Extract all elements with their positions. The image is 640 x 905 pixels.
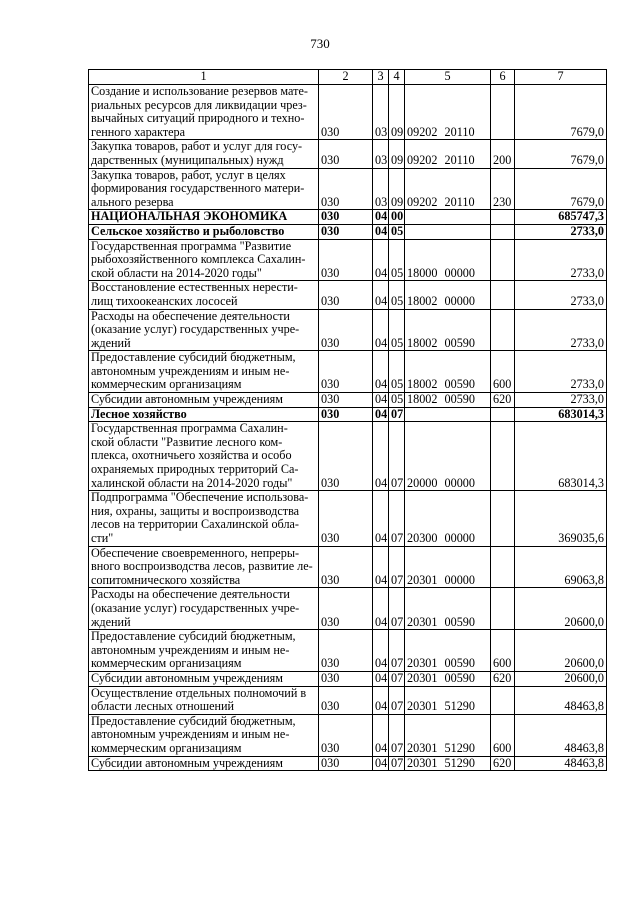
row-subsection-cell: 07 xyxy=(389,422,405,491)
row-amount-cell: 69063,8 xyxy=(515,546,607,588)
row-subsection-cell: 05 xyxy=(389,224,405,239)
row-name-cell: Закупка товаров, работ и услуг для госу- дарственных (муниципальных) нужд xyxy=(89,140,319,168)
row-name-cell: НАЦИОНАЛЬНАЯ ЭКОНОМИКА xyxy=(89,210,319,225)
row-expense-type-cell xyxy=(491,309,515,351)
row-grbs-cell: 030 xyxy=(319,210,373,225)
row-expense-type-cell: 600 xyxy=(491,630,515,672)
row-section-cell: 04 xyxy=(373,309,389,351)
row-name-cell: Предоставление субсидий бюджетным, автономным учреждениям и иным не- коммерческим организациям xyxy=(89,714,319,756)
row-section-cell: 04 xyxy=(373,491,389,546)
row-name-cell: Обеспечение своевременного, непреры- вного воспроизводства лесов, развитие ле- сопитомнического хозяйства xyxy=(89,546,319,588)
row-expense-type-cell: 230 xyxy=(491,168,515,210)
header-cell: 6 xyxy=(491,70,515,85)
header-cell: 7 xyxy=(515,70,607,85)
row-subsection-cell: 09 xyxy=(389,168,405,210)
row-section-cell: 04 xyxy=(373,210,389,225)
header-cell: 3 xyxy=(373,70,389,85)
row-subsection-cell: 05 xyxy=(389,351,405,393)
row-expense-type-cell: 600 xyxy=(491,351,515,393)
row-target-article-cell: 20300 00000 xyxy=(405,491,491,546)
row-expense-type-cell: 200 xyxy=(491,140,515,168)
table-row xyxy=(89,393,607,408)
table-row xyxy=(89,630,607,672)
row-grbs-cell: 030 xyxy=(319,546,373,588)
row-expense-type-cell xyxy=(491,210,515,225)
row-amount-cell: 2733,0 xyxy=(515,351,607,393)
row-amount-cell: 2733,0 xyxy=(515,281,607,309)
row-section-cell: 03 xyxy=(373,85,389,140)
row-name-cell: Создание и использование резервов мате- риальных ресурсов для ликвидации чрез- вычайных ситуаций природного и техно- генного характера xyxy=(89,85,319,140)
header-cell: 4 xyxy=(389,70,405,85)
row-name-cell: Восстановление естественных нерести- лищ тихоокеанских лососей xyxy=(89,281,319,309)
row-section-cell: 04 xyxy=(373,546,389,588)
row-expense-type-cell xyxy=(491,686,515,714)
table-header-row xyxy=(89,70,607,85)
table-body xyxy=(89,85,607,771)
row-grbs-cell: 030 xyxy=(319,224,373,239)
row-name-cell: Лесное хозяйство xyxy=(89,407,319,422)
row-expense-type-cell: 620 xyxy=(491,393,515,408)
row-amount-cell: 20600,0 xyxy=(515,630,607,672)
row-grbs-cell: 030 xyxy=(319,714,373,756)
row-target-article-cell: 20000 00000 xyxy=(405,422,491,491)
row-grbs-cell: 030 xyxy=(319,491,373,546)
row-target-article-cell: 18000 00000 xyxy=(405,239,491,281)
row-amount-cell: 48463,8 xyxy=(515,686,607,714)
row-section-cell: 04 xyxy=(373,281,389,309)
row-amount-cell: 7679,0 xyxy=(515,140,607,168)
row-subsection-cell: 07 xyxy=(389,630,405,672)
row-subsection-cell: 07 xyxy=(389,714,405,756)
row-name-cell: Предоставление субсидий бюджетным, автономным учреждениям и иным не- коммерческим организациям xyxy=(89,630,319,672)
row-amount-cell: 2733,0 xyxy=(515,224,607,239)
row-subsection-cell: 05 xyxy=(389,309,405,351)
table-row xyxy=(89,309,607,351)
table-row xyxy=(89,239,607,281)
row-target-article-cell: 09202 20110 xyxy=(405,168,491,210)
row-name-cell: Расходы на обеспечение деятельности (оказание услуг) государственных учре- ждений xyxy=(89,309,319,351)
row-target-article-cell: 18002 00000 xyxy=(405,281,491,309)
table-row xyxy=(89,168,607,210)
row-grbs-cell: 030 xyxy=(319,407,373,422)
table-row xyxy=(89,281,607,309)
row-target-article-cell: 20301 51290 xyxy=(405,756,491,771)
row-name-cell: Государственная программа "Развитие рыбохозяйственного комплекса Сахалин- ской области на 2014-2020 годы" xyxy=(89,239,319,281)
row-grbs-cell: 030 xyxy=(319,309,373,351)
row-amount-cell: 683014,3 xyxy=(515,422,607,491)
row-target-article-cell: 20301 51290 xyxy=(405,714,491,756)
row-name-cell: Субсидии автономным учреждениям xyxy=(89,671,319,686)
row-amount-cell: 683014,3 xyxy=(515,407,607,422)
table-row xyxy=(89,756,607,771)
row-subsection-cell: 07 xyxy=(389,546,405,588)
row-subsection-cell: 07 xyxy=(389,671,405,686)
row-subsection-cell: 00 xyxy=(389,210,405,225)
row-expense-type-cell: 620 xyxy=(491,671,515,686)
row-name-cell: Предоставление субсидий бюджетным, автономным учреждениям и иным не- коммерческим организациям xyxy=(89,351,319,393)
row-name-cell: Государственная программа Сахалин- ской области "Развитие лесного ком- плекса, охотничьего хозяйства и особо охраняемых природных территорий Са- халинской области на 2014-2020 годы" xyxy=(89,422,319,491)
row-amount-cell: 369035,6 xyxy=(515,491,607,546)
table-row xyxy=(89,491,607,546)
header-cell: 5 xyxy=(405,70,491,85)
row-name-cell: Осуществление отдельных полномочий в области лесных отношений xyxy=(89,686,319,714)
row-subsection-cell: 07 xyxy=(389,756,405,771)
table-row xyxy=(89,407,607,422)
row-grbs-cell: 030 xyxy=(319,756,373,771)
row-subsection-cell: 07 xyxy=(389,407,405,422)
row-target-article-cell: 18002 00590 xyxy=(405,351,491,393)
row-grbs-cell: 030 xyxy=(319,671,373,686)
row-target-article-cell: 20301 00590 xyxy=(405,671,491,686)
row-expense-type-cell xyxy=(491,85,515,140)
row-amount-cell: 7679,0 xyxy=(515,85,607,140)
row-grbs-cell: 030 xyxy=(319,351,373,393)
header-cell: 2 xyxy=(319,70,373,85)
table-row xyxy=(89,210,607,225)
table-row xyxy=(89,140,607,168)
row-grbs-cell: 030 xyxy=(319,281,373,309)
row-name-cell: Субсидии автономным учреждениям xyxy=(89,756,319,771)
row-amount-cell: 2733,0 xyxy=(515,309,607,351)
row-subsection-cell: 09 xyxy=(389,85,405,140)
row-target-article-cell: 20301 00000 xyxy=(405,546,491,588)
row-name-cell: Подпрограмма "Обеспечение использова- ния, охраны, защиты и воспроизводства лесов на территории Сахалинской обла- сти" xyxy=(89,491,319,546)
row-grbs-cell: 030 xyxy=(319,140,373,168)
row-expense-type-cell xyxy=(491,407,515,422)
row-amount-cell: 685747,3 xyxy=(515,210,607,225)
row-section-cell: 03 xyxy=(373,140,389,168)
row-section-cell: 04 xyxy=(373,588,389,630)
row-expense-type-cell xyxy=(491,588,515,630)
row-target-article-cell: 09202 20110 xyxy=(405,140,491,168)
row-amount-cell: 2733,0 xyxy=(515,393,607,408)
row-section-cell: 04 xyxy=(373,224,389,239)
row-amount-cell: 48463,8 xyxy=(515,714,607,756)
row-subsection-cell: 07 xyxy=(389,491,405,546)
table-row xyxy=(89,714,607,756)
row-grbs-cell: 030 xyxy=(319,686,373,714)
row-section-cell: 04 xyxy=(373,630,389,672)
row-section-cell: 04 xyxy=(373,756,389,771)
row-expense-type-cell: 600 xyxy=(491,714,515,756)
row-expense-type-cell xyxy=(491,491,515,546)
row-grbs-cell: 030 xyxy=(319,393,373,408)
row-name-cell: Сельское хозяйство и рыболовство xyxy=(89,224,319,239)
row-subsection-cell: 05 xyxy=(389,281,405,309)
row-section-cell: 04 xyxy=(373,422,389,491)
row-amount-cell: 7679,0 xyxy=(515,168,607,210)
table-row xyxy=(89,671,607,686)
page-number: 730 xyxy=(310,36,330,51)
row-section-cell: 04 xyxy=(373,714,389,756)
row-grbs-cell: 030 xyxy=(319,168,373,210)
row-target-article-cell: 20301 51290 xyxy=(405,686,491,714)
row-grbs-cell: 030 xyxy=(319,239,373,281)
row-section-cell: 04 xyxy=(373,393,389,408)
budget-table xyxy=(88,69,607,771)
row-section-cell: 04 xyxy=(373,686,389,714)
table-row xyxy=(89,588,607,630)
row-target-article-cell: 09202 20110 xyxy=(405,85,491,140)
row-expense-type-cell xyxy=(491,281,515,309)
row-name-cell: Расходы на обеспечение деятельности (оказание услуг) государственных учре- ждений xyxy=(89,588,319,630)
table-row xyxy=(89,546,607,588)
row-amount-cell: 20600,0 xyxy=(515,671,607,686)
row-expense-type-cell xyxy=(491,422,515,491)
row-subsection-cell: 05 xyxy=(389,239,405,281)
row-amount-cell: 20600,0 xyxy=(515,588,607,630)
row-grbs-cell: 030 xyxy=(319,630,373,672)
row-target-article-cell: 20301 00590 xyxy=(405,630,491,672)
header-cell: 1 xyxy=(89,70,319,85)
row-target-article-cell xyxy=(405,224,491,239)
row-expense-type-cell xyxy=(491,224,515,239)
row-amount-cell: 2733,0 xyxy=(515,239,607,281)
table-row xyxy=(89,351,607,393)
table-row xyxy=(89,686,607,714)
row-grbs-cell: 030 xyxy=(319,422,373,491)
row-expense-type-cell xyxy=(491,546,515,588)
row-target-article-cell: 18002 00590 xyxy=(405,393,491,408)
table-row xyxy=(89,85,607,140)
row-target-article-cell: 18002 00590 xyxy=(405,309,491,351)
row-subsection-cell: 07 xyxy=(389,686,405,714)
row-section-cell: 04 xyxy=(373,407,389,422)
row-section-cell: 04 xyxy=(373,671,389,686)
row-grbs-cell: 030 xyxy=(319,85,373,140)
row-target-article-cell xyxy=(405,407,491,422)
row-section-cell: 04 xyxy=(373,239,389,281)
row-expense-type-cell: 620 xyxy=(491,756,515,771)
row-subsection-cell: 05 xyxy=(389,393,405,408)
table-row xyxy=(89,224,607,239)
row-subsection-cell: 09 xyxy=(389,140,405,168)
row-section-cell: 03 xyxy=(373,168,389,210)
row-grbs-cell: 030 xyxy=(319,588,373,630)
table-row xyxy=(89,422,607,491)
row-target-article-cell: 20301 00590 xyxy=(405,588,491,630)
row-name-cell: Закупка товаров, работ, услуг в целях формирования государственного матери- ального резерва xyxy=(89,168,319,210)
row-name-cell: Субсидии автономным учреждениям xyxy=(89,393,319,408)
row-expense-type-cell xyxy=(491,239,515,281)
row-section-cell: 04 xyxy=(373,351,389,393)
row-target-article-cell xyxy=(405,210,491,225)
row-subsection-cell: 07 xyxy=(389,588,405,630)
row-amount-cell: 48463,8 xyxy=(515,756,607,771)
